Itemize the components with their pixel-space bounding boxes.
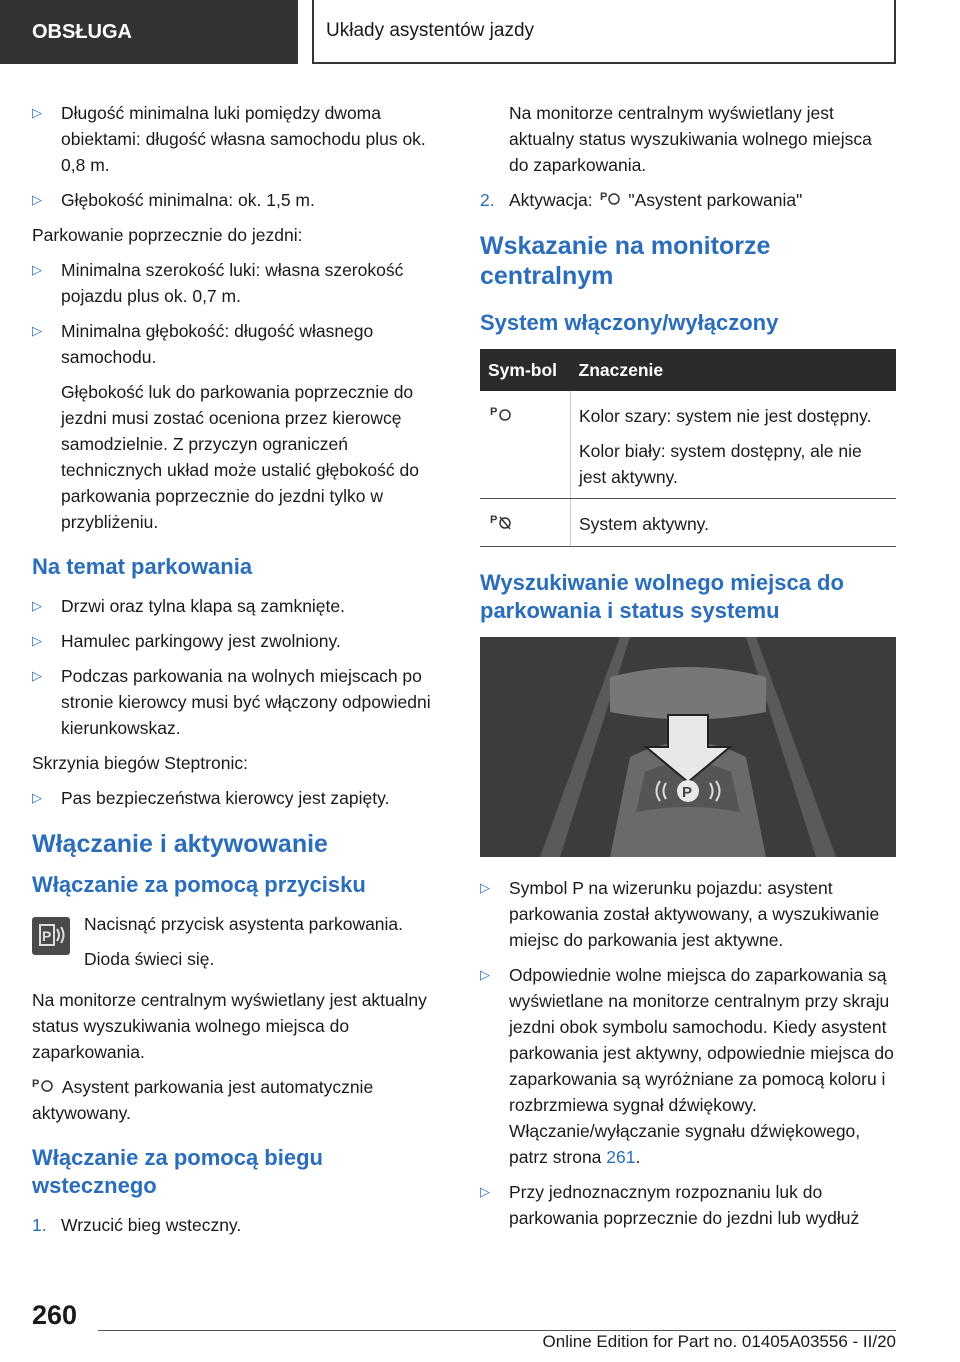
- edition-footer: Online Edition for Part no. 01405A03556 - II/20: [542, 1332, 896, 1351]
- list-item: [32, 187, 447, 213]
- list-text: Minimalna głębokość: długość własnego samochodu.: [61, 321, 374, 367]
- list-item: [32, 318, 447, 370]
- paragraph: [32, 1074, 447, 1126]
- step-text: Aktywacja:: [509, 190, 593, 210]
- svg-text:P: P: [490, 514, 498, 526]
- list-text: Drzwi oraz tylna klapa są zamknięte.: [61, 596, 345, 616]
- svg-text:P: P: [490, 406, 498, 418]
- paragraph: Nacisnąć przycisk asystenta parkowania.: [84, 914, 404, 934]
- table-cell: System aktywny.: [571, 499, 897, 547]
- table-row: [480, 391, 896, 499]
- list-item: [32, 257, 447, 309]
- chapter-header: [312, 0, 896, 64]
- table-header: Sym-bol: [480, 349, 571, 391]
- step-number: 1.: [32, 1215, 47, 1235]
- subsection-heading: Wyszukiwanie wolnego miejsca do parkowania i status systemu: [480, 570, 844, 623]
- page-number: 260: [32, 1300, 78, 1330]
- section-heading: Włączanie i aktywowanie: [32, 830, 328, 858]
- section-title: OBSŁUGA: [32, 21, 132, 43]
- step-number: 2.: [480, 190, 495, 210]
- bullet-triangle-icon: ▷: [32, 192, 42, 207]
- parking-assistant-active-icon: [488, 515, 516, 535]
- bullet-triangle-icon: ▷: [480, 967, 490, 982]
- list-text: Podczas parkowania na wolnych miejscach po stronie kierowcy musi być włączony odpowiedni kierunkowskaz.: [61, 666, 431, 738]
- bullet-triangle-icon: ▷: [32, 262, 42, 277]
- cell-text: Kolor szary: system nie jest dostępny.: [579, 406, 872, 426]
- list-text: Długość minimalna luki pomiędzy dwoma obiektami: długość własna samochodu plus ok. 0,8 m.: [61, 103, 426, 175]
- subsection-heading: Włączanie za pomocą biegu wstecznego: [32, 1145, 323, 1198]
- subsection-heading: Włączanie za pomocą przycisku: [32, 872, 366, 897]
- bullet-triangle-icon: ▷: [480, 880, 490, 895]
- chapter-title: Układy asystentów jazdy: [326, 20, 535, 41]
- list-text: Pas bezpieczeństwa kierowcy jest zapięty.: [61, 788, 390, 808]
- button-instruction: [32, 911, 447, 981]
- list-text: Głębokość minimalna: ok. 1,5 m.: [61, 190, 315, 210]
- list-text: Przy jednoznacznym rozpoznaniu luk do parkowania poprzecznie do jezdni lub wydłuż: [509, 1182, 860, 1228]
- bullet-triangle-icon: ▷: [32, 323, 42, 338]
- paragraph: Dioda świeci się.: [84, 949, 215, 969]
- list-text: Minimalna szerokość luki: własna szerokość pojazdu plus ok. 0,7 m.: [61, 260, 404, 306]
- svg-text:P: P: [42, 928, 52, 944]
- right-column: [480, 100, 896, 1240]
- left-column: [32, 100, 447, 1247]
- parking-assistant-icon: [598, 190, 624, 210]
- svg-text:P: P: [32, 1078, 40, 1090]
- list-item: [480, 875, 896, 953]
- table-cell: [480, 499, 571, 547]
- bullet-triangle-icon: ▷: [480, 1184, 490, 1199]
- table-cell: [571, 391, 897, 499]
- section-heading: Wskazanie na monitorze centralnym: [480, 232, 771, 290]
- section-heading: Na temat parkowania: [32, 554, 253, 579]
- list-item: [32, 785, 447, 811]
- list-item: [32, 593, 447, 619]
- step-text: Wrzucić bieg wsteczny.: [61, 1215, 242, 1235]
- table-cell: [480, 391, 571, 499]
- step-item: [480, 187, 896, 213]
- table-header: Znaczenie: [571, 349, 897, 391]
- step-text: "Asystent parkowania": [628, 190, 803, 210]
- parking-assistant-icon: [488, 407, 516, 427]
- paragraph: Na monitorze centralnym wyświetlany jest aktualny status wyszukiwania wolnego miejsca do zaparkowania.: [32, 990, 427, 1062]
- paragraph-text: Asystent parkowania jest automatycznie aktywowany.: [32, 1077, 374, 1123]
- svg-text:P: P: [599, 191, 607, 203]
- list-item: [32, 663, 447, 741]
- parking-search-illustration: [480, 637, 896, 857]
- paragraph: Na monitorze centralnym wyświetlany jest aktualny status wyszukiwania wolnego miejsca do zaparkowania.: [509, 103, 872, 175]
- svg-text:P: P: [682, 784, 693, 801]
- bullet-triangle-icon: ▷: [32, 668, 42, 683]
- table-row: [480, 499, 896, 547]
- bullet-triangle-icon: ▷: [32, 105, 42, 120]
- footer-divider: [98, 1330, 896, 1331]
- step-item: [32, 1212, 447, 1238]
- paragraph: Głębokość luk do parkowania poprzecznie do jezdni musi zostać oceniona przez kierowcę samodzielnie. Z przyczyn ograniczeń technicznych układ może ustalić głębokość do parkowania poprzecznie do jezdni tylko w przybliżeniu.: [61, 382, 419, 532]
- list-item: [480, 1179, 896, 1231]
- list-item: [32, 628, 447, 654]
- parking-assistant-icon: [32, 1077, 58, 1097]
- paragraph: Parkowanie poprzecznie do jezdni:: [32, 225, 303, 245]
- page-reference-link[interactable]: 261: [606, 1147, 636, 1167]
- subsection-heading: System włączony/wyłączony: [480, 310, 779, 335]
- parking-assistant-button-icon: [32, 917, 70, 955]
- list-item: ▷ Odpowiednie wolne miejsca do zaparkowania są wyświetlane na monitorze centralnym przy skraju jezdni obok symbolu samochodu. Kiedy asystent parkowania jest aktywny, odpowiednie miejsca do zaparkowania są wyróżniane za pomocą koloru i rozbrzmiewa sygnał dźwiękowy. Włączanie/wyłączanie sygnału dźwiękowego, patrz strona 261.: [480, 962, 896, 1170]
- paragraph: Skrzynia biegów Steptronic:: [32, 753, 248, 773]
- list-text: Odpowiednie wolne miejsca do zaparkowania są wyświetlane na monitorze centralnym przy skraju jezdni obok symbolu samochodu. Kiedy asystent parkowania jest aktywny, odpowiednie miejsca do zaparkowania są wyróżniane za pomocą koloru i rozbrzmiewa sygnał dźwiękowy. Włączanie/wyłączanie sygnału dźwiękowego, patrz strona: [509, 965, 894, 1167]
- symbol-table: [480, 349, 896, 547]
- list-text: Symbol P na wizerunku pojazdu: asystent parkowania został aktywowany, a wyszukiwanie miejsc do parkowania jest aktywne.: [509, 878, 880, 950]
- table-header-row: [480, 349, 896, 391]
- list-text: Hamulec parkingowy jest zwolniony.: [61, 631, 341, 651]
- section-header: [0, 0, 298, 64]
- bullet-triangle-icon: ▷: [32, 633, 42, 648]
- bullet-triangle-icon: ▷: [32, 598, 42, 613]
- list-item: [32, 100, 447, 178]
- cell-text: Kolor biały: system dostępny, ale nie jest aktywny.: [579, 441, 862, 487]
- bullet-triangle-icon: ▷: [32, 790, 42, 805]
